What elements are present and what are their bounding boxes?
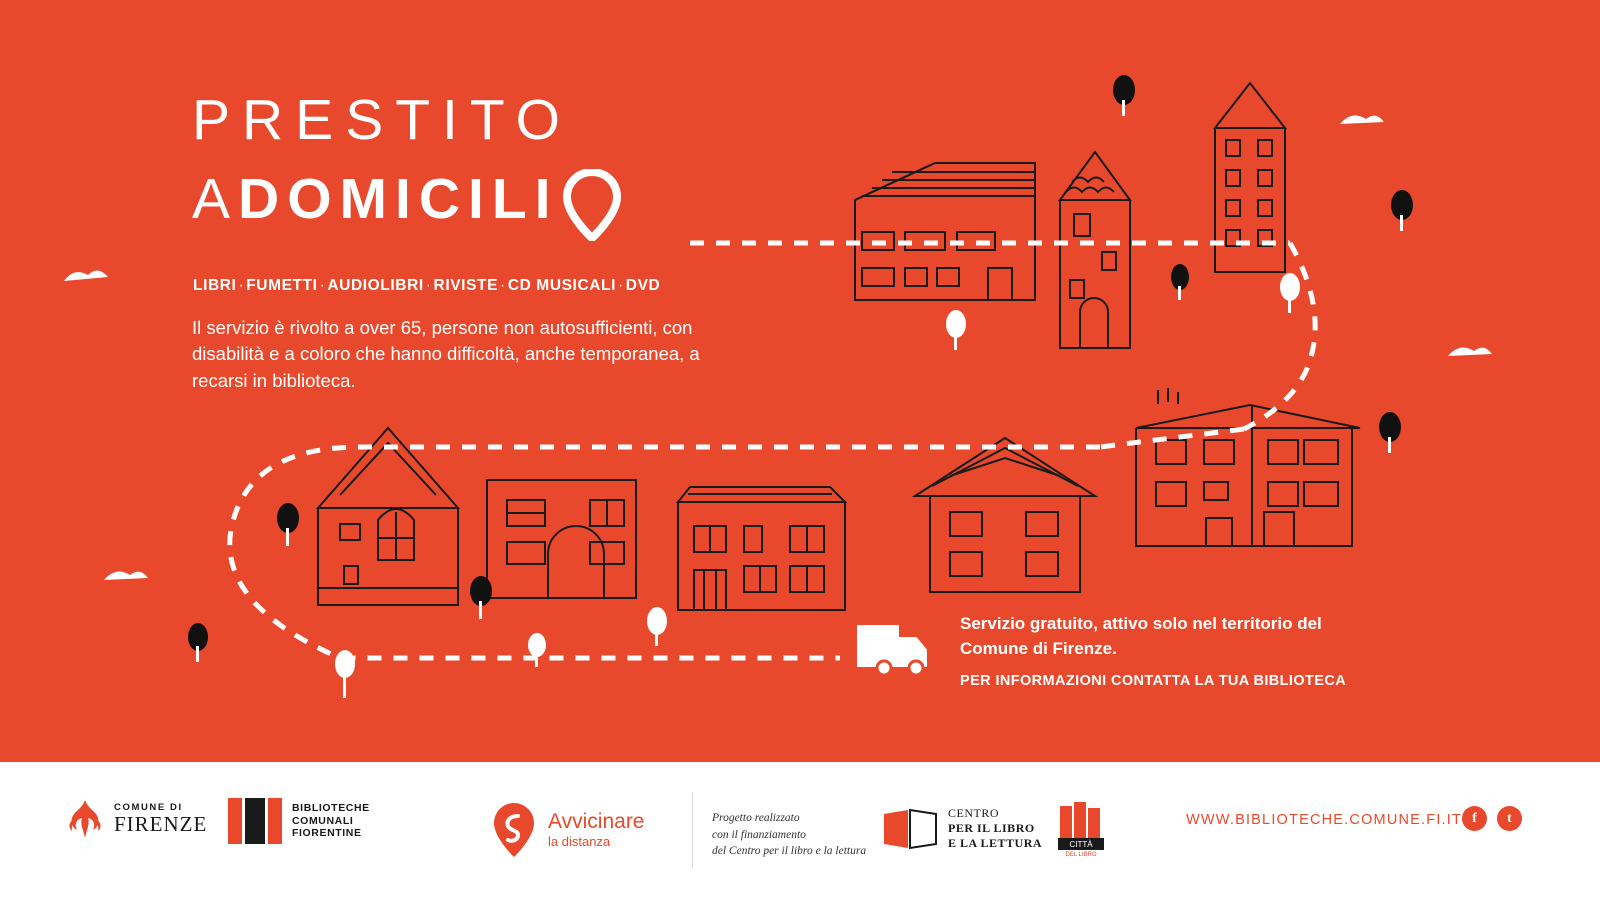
separator: · [425, 277, 432, 294]
social-links [1462, 806, 1522, 831]
comune-text [114, 803, 207, 835]
headline-block [192, 88, 621, 235]
separator: · [618, 277, 624, 294]
logo-comune-di-firenze [68, 798, 207, 840]
avvicinare-text [548, 811, 645, 848]
subject-item: AUDIOLIBRI [327, 277, 424, 294]
subject-item: RIVISTE [433, 277, 499, 294]
subject-item: FUMETTI [246, 277, 318, 294]
service-note-text: Servizio gratuito, attivo solo nel territorio del Comune di Firenze. [960, 614, 1322, 658]
map-pin-icon [563, 169, 621, 241]
twitter-icon[interactable]: t [1497, 806, 1522, 831]
progetto-line1: Progetto realizzato [712, 812, 800, 824]
svg-text:DEL LIBRO: DEL LIBRO [1065, 852, 1097, 858]
subject-item: LIBRI [193, 277, 237, 294]
subject-item: DVD [625, 277, 661, 294]
separator: · [319, 277, 326, 294]
cepell-line1: CENTRO [948, 806, 999, 820]
tower-top-middle [1060, 152, 1130, 348]
title-a: A [192, 166, 239, 231]
cepell-line3: E LA LETTURA [948, 836, 1043, 850]
lede-paragraph: Il servizio è rivolto a over 65, persone non autosufficienti, con disabilità e a coloro che hanno difficoltà, anche temporanea, a recarsi in biblioteca. [192, 317, 700, 391]
cepell-line2: PER IL LIBRO [948, 821, 1035, 835]
biblioteche-text [292, 802, 370, 839]
progetto-line3: del Centro per il libro e la lettura [712, 845, 867, 858]
cepell-text [948, 806, 1042, 851]
open-book-icon [882, 808, 938, 850]
biblioteche-line2: COMUNALI [292, 814, 354, 827]
separator: · [238, 277, 245, 294]
avvicinare-line1: Avvicinare [548, 810, 645, 834]
title-domicili: DOMICILI [238, 166, 559, 231]
logo-biblioteche-comunali [228, 798, 370, 844]
footer-bar [0, 762, 1600, 900]
title-line-2 [192, 163, 621, 235]
house-gabled-left [318, 428, 458, 605]
subject-item: CD MUSICALI [507, 277, 617, 294]
facebook-icon[interactable]: f [1462, 806, 1487, 831]
title-line-1: PRESTITO [192, 88, 572, 152]
separator: · [500, 277, 506, 294]
house-two-storey [678, 487, 845, 610]
contact-note-text: PER INFORMAZIONI CONTATTA LA TUA BIBLIOTECA [960, 673, 1347, 690]
logo-citta-del-libro [1056, 800, 1108, 858]
house-top-left [855, 163, 1035, 300]
biblioteche-mark-icon [228, 798, 282, 844]
avvicinare-pin-icon [492, 802, 536, 858]
progetto-line2: con il finanziamento [712, 828, 806, 841]
logo-avvicinare-la-distanza [492, 802, 645, 858]
delivery-truck [858, 626, 926, 675]
subjects-list [193, 277, 660, 295]
website-url[interactable]: WWW.BIBLIOTECHE.COMUNE.FI.IT [1186, 812, 1463, 828]
footer-divider [692, 792, 693, 868]
progetto-credit [712, 810, 866, 860]
service-note-block [960, 612, 1380, 689]
biblioteche-line1: BIBLIOTECHE [292, 802, 370, 815]
dashed-route [230, 243, 1315, 658]
house-arched-door [487, 480, 636, 598]
logo-cepell [882, 806, 1042, 851]
giglio-icon [68, 798, 102, 840]
svg-text:CITTÀ: CITTÀ [1069, 840, 1093, 849]
avvicinare-line2: la distanza [548, 833, 611, 849]
biblioteche-line3: FIORENTINE [292, 827, 362, 840]
comune-line1: COMUNE DI [114, 801, 183, 813]
apartment-block-right [1136, 388, 1360, 546]
comune-line2: FIRENZE [114, 811, 208, 836]
house-hipped-roof [915, 438, 1095, 592]
